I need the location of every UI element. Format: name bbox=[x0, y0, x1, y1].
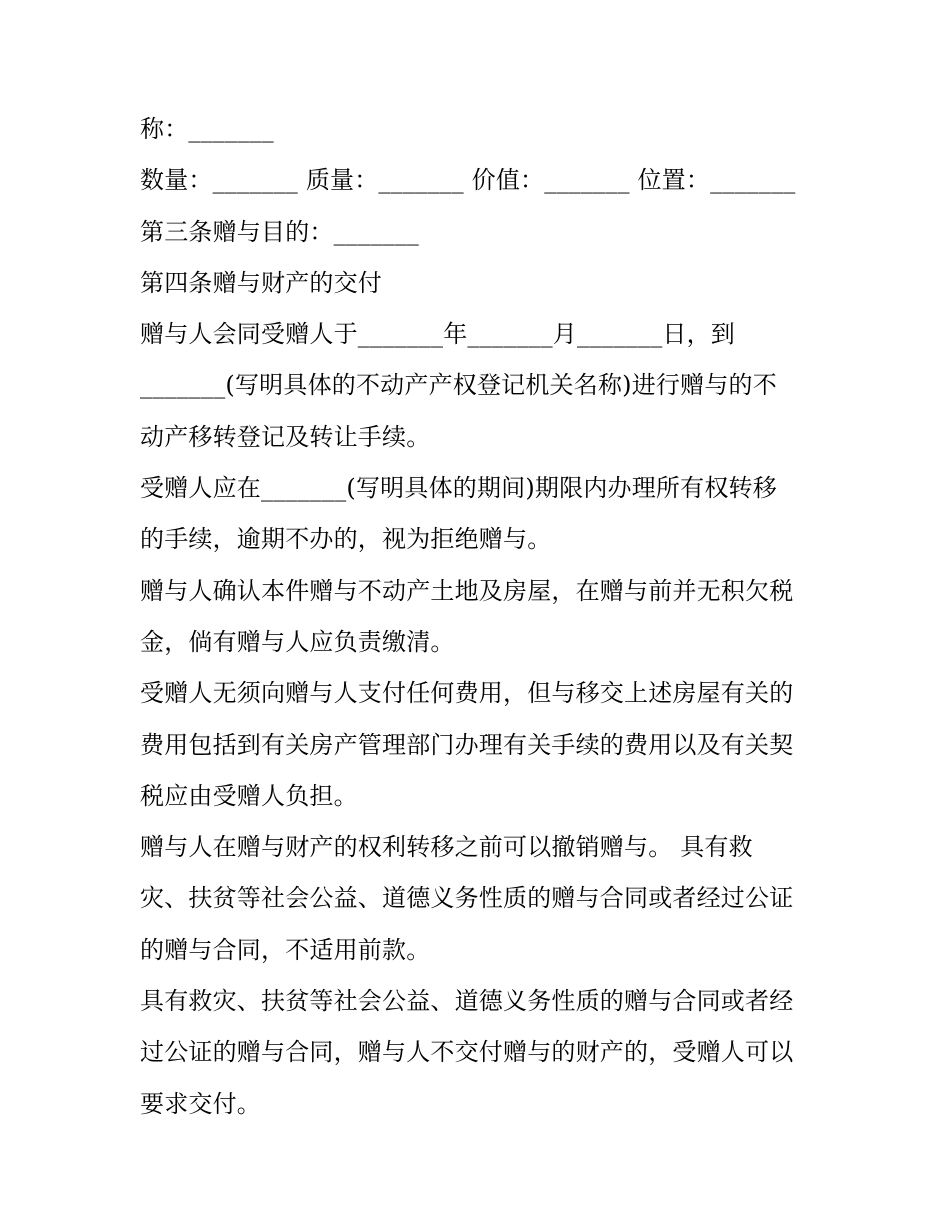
text-line: 税应由受赠人负担。 bbox=[140, 781, 358, 810]
text-line: 费用包括到有关房产管理部门办理有关手续的费用以及有关契 bbox=[140, 730, 794, 759]
clause-3-purpose: 第三条赠与目的：_______ bbox=[140, 217, 419, 246]
document-body bbox=[140, 104, 830, 1130]
text-line: 的手续，逾期不办的，视为拒绝赠与。 bbox=[140, 525, 552, 554]
text-line: 受赠人无须向赠与人支付任何费用，但与移交上述房屋有关的 bbox=[140, 679, 794, 708]
text-line: 动产移转登记及转让手续。 bbox=[140, 422, 431, 451]
text-line: 金，倘有赠与人应负责缴清。 bbox=[140, 627, 455, 656]
clause-4-heading: 第四条赠与财产的交付 bbox=[140, 268, 382, 297]
text-line-property-details: 数量：_______ 质量：_______ 价值：_______ 位置：_______ bbox=[140, 166, 796, 195]
text-line: 赠与人会同受赠人于_______年_______月_______日，到 bbox=[140, 320, 735, 349]
text-line: 灾、扶贫等社会公益、道德义务性质的赠与合同或者经过公证 bbox=[140, 884, 794, 913]
text-line: 赠与人确认本件赠与不动产土地及房屋，在赠与前并无积欠税 bbox=[140, 576, 794, 605]
text-line: 受赠人应在_______(写明具体的期间)期限内办理所有权转移 bbox=[140, 474, 777, 503]
text-line: 赠与人在赠与财产的权利转移之前可以撤销赠与。 具有救 bbox=[140, 833, 753, 862]
text-line: 要求交付。 bbox=[140, 1089, 261, 1118]
text-line: 过公证的赠与合同，赠与人不交付赠与的财产的，受赠人可以 bbox=[140, 1038, 794, 1067]
text-line: 具有救灾、扶贫等社会公益、道德义务性质的赠与合同或者经 bbox=[140, 987, 794, 1016]
text-line: 的赠与合同，不适用前款。 bbox=[140, 935, 431, 964]
text-line: _______(写明具体的不动产产权登记机关名称)进行赠与的不 bbox=[140, 371, 777, 400]
text-line-name: 称：_______ bbox=[140, 115, 274, 143]
